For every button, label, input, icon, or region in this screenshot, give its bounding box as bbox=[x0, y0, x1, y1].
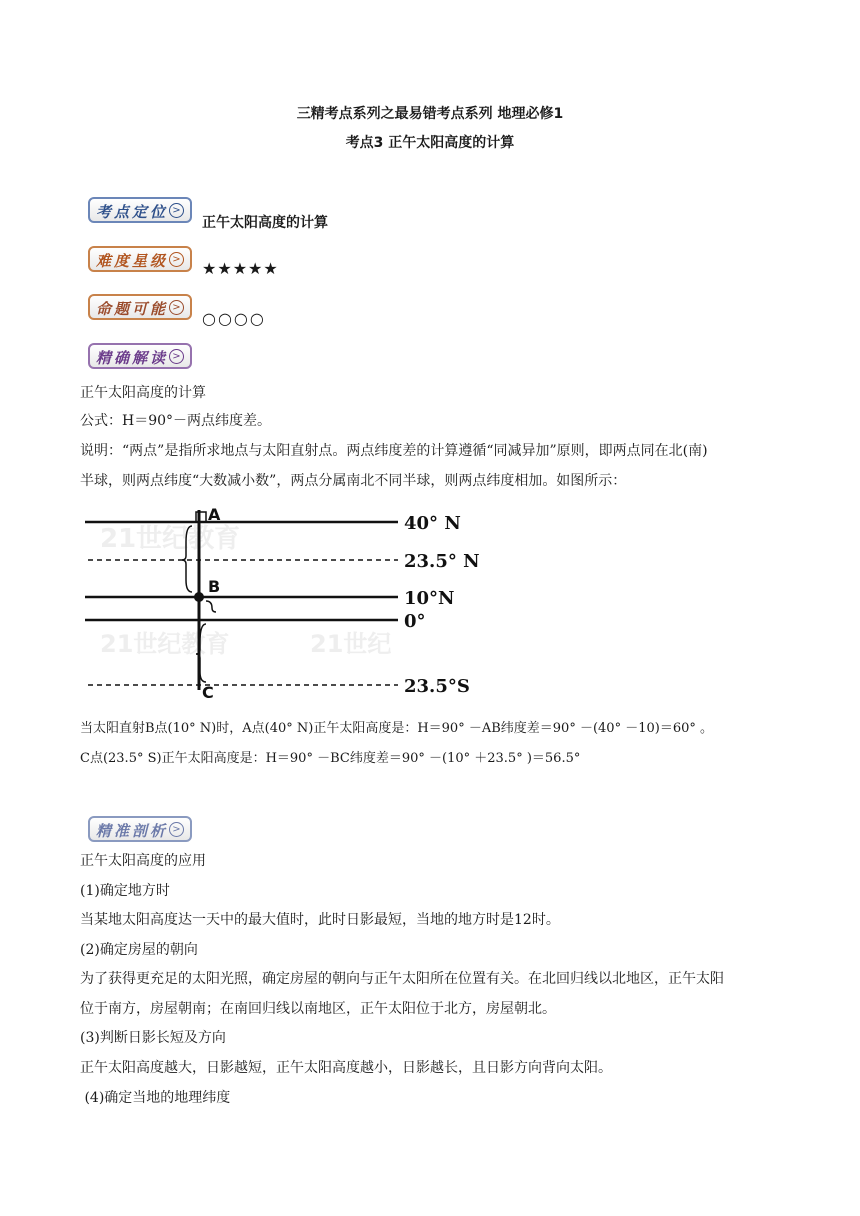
likelihood-badge bbox=[88, 294, 192, 320]
item-4-title: (4)确定当地的地理纬度 bbox=[80, 1090, 231, 1106]
difficulty-badge-label: 难度星级 bbox=[96, 252, 169, 270]
point-label-b: B bbox=[208, 577, 221, 596]
latitude-label-23-5n: 23.5° N bbox=[404, 551, 480, 572]
watermark-logo: 21世纪教育 bbox=[100, 524, 241, 554]
brace-small bbox=[206, 601, 216, 612]
arrow-circle-icon: > bbox=[169, 252, 184, 267]
interpret-badge-label: 精确解读 bbox=[96, 349, 169, 367]
difficulty-badge bbox=[88, 246, 192, 272]
note-line-1: 说明：“两点”是指所求地点与太阳直射点。两点纬度差的计算遵循“同减异加”原则，即两点同在北(南) bbox=[80, 443, 708, 459]
example-line-2: C点(23.5° S)正午太阳高度是：H＝90° －BC纬度差＝90° －(10° ＋23.5° )＝56.5° bbox=[80, 751, 581, 766]
arrow-circle-icon: > bbox=[169, 349, 184, 364]
watermark-logo: 21世纪 bbox=[310, 630, 392, 658]
sun-point bbox=[194, 592, 204, 602]
interpret-heading: 正午太阳高度的计算 bbox=[80, 385, 206, 401]
item-3-title: (3)判断日影长短及方向 bbox=[80, 1030, 226, 1046]
formula-text: 公式：H＝90°－两点纬度差。 bbox=[80, 413, 272, 429]
latitude-label-23-5s: 23.5°S bbox=[404, 676, 470, 697]
latitude-label-40n: 40° N bbox=[404, 513, 461, 534]
item-2-text-2: 位于南方，房屋朝南；在南回归线以南地区，正午太阳位于北方，房屋朝北。 bbox=[80, 1001, 556, 1017]
arrow-circle-icon: > bbox=[169, 203, 184, 218]
likelihood-badge-label: 命题可能 bbox=[96, 300, 169, 318]
document-title: 三精考点系列之最易错考点系列 地理必修1 bbox=[296, 106, 564, 122]
point-label-c: C bbox=[202, 683, 214, 702]
arrow-circle-icon: > bbox=[169, 822, 184, 837]
item-1-text: 当某地太阳高度达一天中的最大值时，此时日影最短，当地的地方时是12时。 bbox=[80, 912, 560, 928]
topic-text: 正午太阳高度的计算 bbox=[202, 215, 328, 231]
document-subtitle: 考点3 正午太阳高度的计算 bbox=[345, 135, 515, 151]
item-2-title: (2)确定房屋的朝向 bbox=[80, 942, 198, 958]
analysis-heading: 正午太阳高度的应用 bbox=[80, 853, 206, 869]
locate-badge bbox=[88, 197, 192, 223]
example-line-1: 当太阳直射B点(10° N)时，A点(40° N)正午太阳高度是：H＝90° －AB纬度差＝90° －(40° －10)＝60° 。 bbox=[80, 721, 713, 736]
arrow-circle-icon: > bbox=[169, 300, 184, 315]
watermark-logo: 21世纪教育 bbox=[100, 630, 230, 658]
analysis-badge bbox=[88, 816, 192, 842]
item-1-title: (1)确定地方时 bbox=[80, 883, 170, 899]
interpret-badge bbox=[88, 343, 192, 369]
latitude-label-0: 0° bbox=[404, 611, 426, 632]
latitude-diagram bbox=[80, 502, 480, 702]
locate-badge-label: 考点定位 bbox=[96, 203, 169, 221]
likelihood-circles: ○○○○ bbox=[202, 309, 266, 328]
item-2-text-1: 为了获得更充足的太阳光照，确定房屋的朝向与正午太阳所在位置有关。在北回归线以北地区，正午太阳 bbox=[80, 971, 724, 987]
latitude-label-10n: 10°N bbox=[404, 588, 455, 609]
difficulty-stars: ★★★★★ bbox=[202, 259, 279, 278]
note-line-2: 半球，则两点纬度“大数减小数”，两点分属南北不同半球，则两点纬度相加。如图所示： bbox=[80, 473, 627, 489]
point-label-a: A bbox=[208, 505, 221, 524]
item-3-text: 正午太阳高度越大，日影越短，正午太阳高度越小，日影越长，且日影方向背向太阳。 bbox=[80, 1060, 612, 1076]
analysis-badge-label: 精准剖析 bbox=[96, 822, 169, 840]
